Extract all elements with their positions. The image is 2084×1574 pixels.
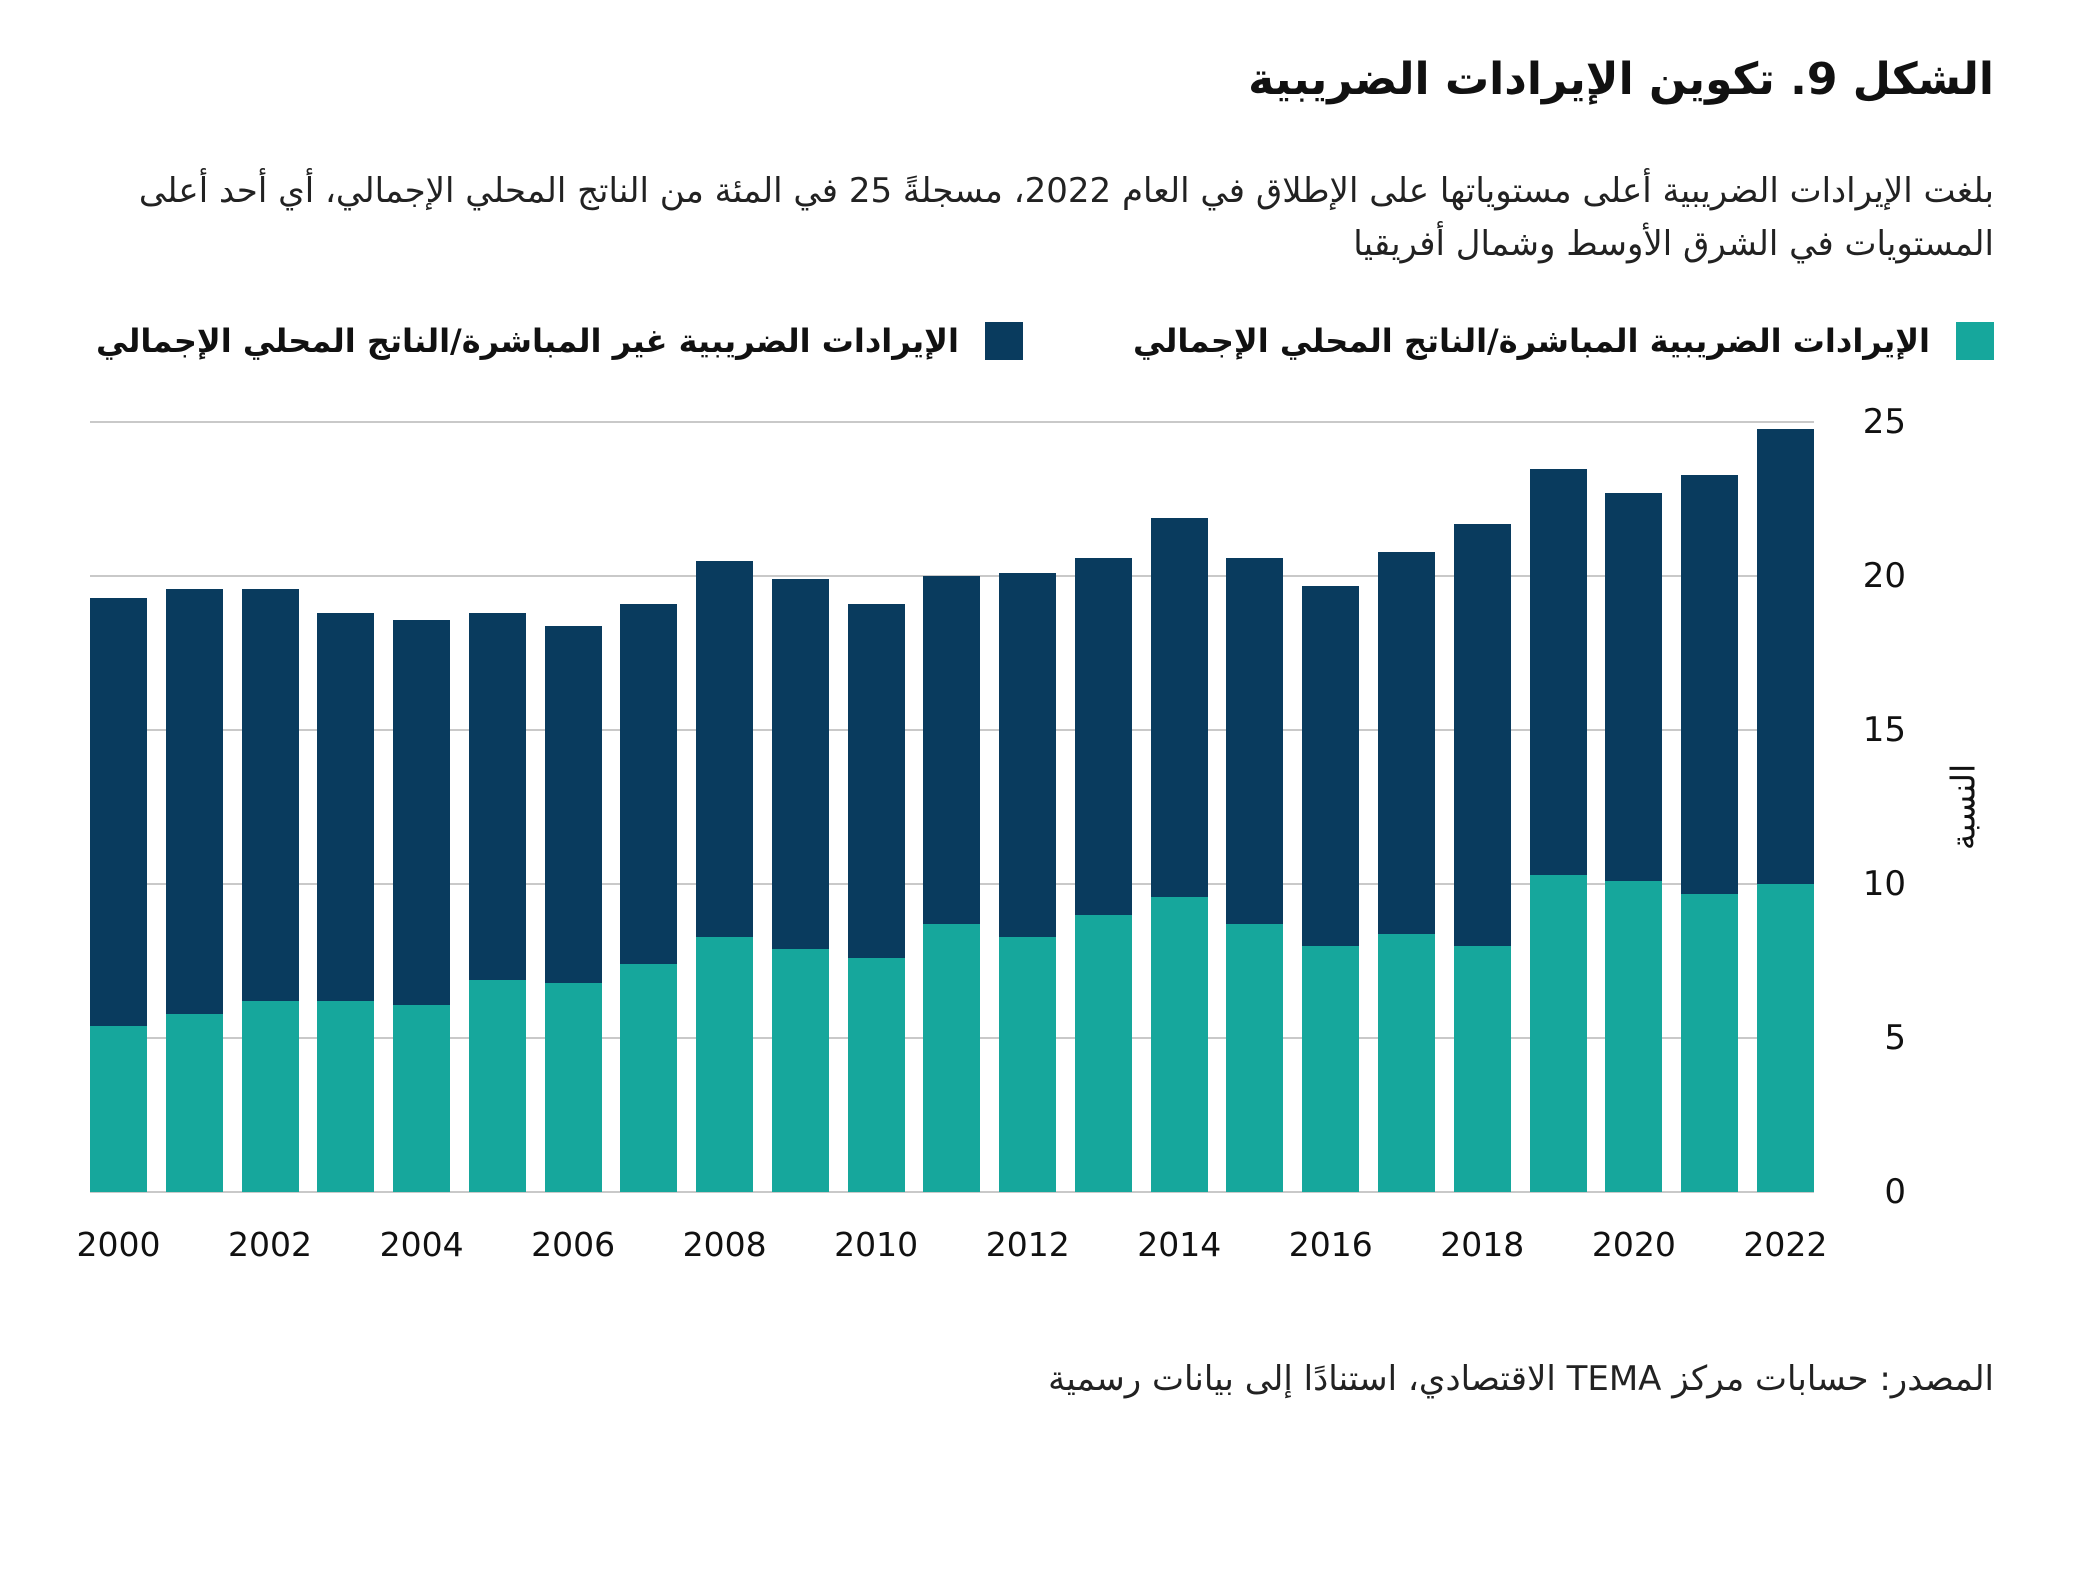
bar-2002-direct-segment	[242, 1001, 299, 1192]
bar-2013	[1075, 558, 1132, 1192]
bar-2000	[90, 598, 147, 1192]
x-tick-label-2020: 2020	[1591, 1225, 1676, 1265]
bar-2010-indirect-segment	[848, 604, 905, 958]
bar-2007-direct-segment	[620, 964, 677, 1192]
bar-2016-indirect-segment	[1302, 586, 1359, 946]
bar-2012-indirect-segment	[999, 573, 1056, 936]
bar-2011	[923, 576, 980, 1192]
bar-2006-indirect-segment	[545, 626, 602, 983]
y-tick-label-5: 5	[1884, 1018, 1906, 1059]
bar-2021-direct-segment	[1681, 894, 1738, 1193]
bar-2006-direct-segment	[545, 983, 602, 1192]
bar-2009	[772, 579, 829, 1192]
bar-2014-indirect-segment	[1151, 518, 1208, 897]
bar-2018-direct-segment	[1454, 946, 1511, 1192]
bar-2019-indirect-segment	[1530, 469, 1587, 876]
bar-2012	[999, 573, 1056, 1192]
x-tick-label-2004: 2004	[379, 1225, 464, 1265]
figure-title: الشكل 9. تكوين الإيرادات الضريبية	[1248, 54, 1994, 105]
bar-2019-direct-segment	[1530, 875, 1587, 1192]
y-axis-title-cell	[1932, 422, 1994, 1192]
plot-area	[90, 422, 1814, 1192]
bar-2016	[1302, 586, 1359, 1193]
source-note: المصدر: حسابات مركز TEMA الاقتصادي، استنادًا إلى بيانات رسمية	[1048, 1359, 1994, 1400]
legend-swatch-direct-icon	[1956, 322, 1994, 360]
bar-2020-indirect-segment	[1605, 493, 1662, 881]
x-tick-label-2008: 2008	[682, 1225, 767, 1265]
bar-2016-direct-segment	[1302, 946, 1359, 1192]
bar-2012-direct-segment	[999, 937, 1056, 1193]
x-tick-label-2002: 2002	[228, 1225, 313, 1265]
legend-item-direct	[1133, 322, 1994, 360]
figure-subtitle: بلغت الإيرادات الضريبية أعلى مستوياتها على الإطلاق في العام 2022، مسجلةً 25 في المئة من الناتج المحلي الإجمالي، أي أحد أعلى المستويات في الشرق الأوسط وشمال أفريقيا	[138, 171, 1994, 264]
bar-2001-direct-segment	[166, 1014, 223, 1193]
bar-2013-direct-segment	[1075, 915, 1132, 1192]
bar-2004-indirect-segment	[393, 620, 450, 1005]
bar-2014-direct-segment	[1151, 897, 1208, 1193]
bar-2000-indirect-segment	[90, 598, 147, 1026]
bar-2005-indirect-segment	[469, 613, 526, 980]
bar-2001	[166, 589, 223, 1193]
bar-2000-direct-segment	[90, 1026, 147, 1192]
bar-2015-direct-segment	[1226, 924, 1283, 1192]
bar-2019	[1530, 469, 1587, 1193]
bar-2015-indirect-segment	[1226, 558, 1283, 925]
bar-2009-indirect-segment	[772, 579, 829, 949]
bar-2008-direct-segment	[696, 937, 753, 1193]
legend-label-indirect: الإيرادات الضريبية غير المباشرة/الناتج المحلي الإجمالي	[95, 322, 959, 361]
x-tick-label-2018: 2018	[1440, 1225, 1525, 1265]
bar-2002	[242, 589, 299, 1193]
x-tick-label-2010: 2010	[834, 1225, 919, 1265]
legend-swatch-indirect-icon	[985, 322, 1023, 360]
y-tick-label-10: 10	[1862, 864, 1906, 905]
bar-2017	[1378, 552, 1435, 1193]
legend-item-indirect	[96, 322, 1023, 360]
legend-label-direct: الإيرادات الضريبية المباشرة/الناتج المحلي الإجمالي	[1132, 322, 1930, 361]
bar-2011-indirect-segment	[923, 576, 980, 924]
y-tick-label-25: 25	[1862, 402, 1906, 443]
x-tick-label-2022: 2022	[1743, 1225, 1828, 1265]
bar-2007-indirect-segment	[620, 604, 677, 964]
x-tick-label-2012: 2012	[985, 1225, 1070, 1265]
x-tick-label-2016: 2016	[1288, 1225, 1373, 1265]
bar-2005-direct-segment	[469, 980, 526, 1193]
bar-2007	[620, 604, 677, 1192]
x-tick-label-2000: 2000	[76, 1225, 161, 1265]
bar-2010	[848, 604, 905, 1192]
bar-2017-direct-segment	[1378, 934, 1435, 1193]
bar-2022	[1757, 429, 1814, 1193]
x-tick-label-2006: 2006	[531, 1225, 616, 1265]
bar-2004-direct-segment	[393, 1005, 450, 1193]
bar-2003	[317, 613, 374, 1192]
bar-2008-indirect-segment	[696, 561, 753, 937]
y-tick-label-15: 15	[1862, 710, 1906, 751]
bar-2004	[393, 620, 450, 1193]
bar-2010-direct-segment	[848, 958, 905, 1192]
bar-2022-indirect-segment	[1757, 429, 1814, 885]
bar-2022-direct-segment	[1757, 884, 1814, 1192]
bar-2003-direct-segment	[317, 1001, 374, 1192]
bar-2003-indirect-segment	[317, 613, 374, 1001]
y-axis-title: النسبة	[1943, 764, 1983, 851]
bar-2020-direct-segment	[1605, 881, 1662, 1192]
bar-2018-indirect-segment	[1454, 524, 1511, 946]
y-tick-label-20: 20	[1862, 556, 1906, 597]
bar-2002-indirect-segment	[242, 589, 299, 1002]
bar-2015	[1226, 558, 1283, 1192]
bar-2009-direct-segment	[772, 949, 829, 1192]
bar-2006	[545, 626, 602, 1193]
bar-2001-indirect-segment	[166, 589, 223, 1014]
y-axis-tick-labels	[1814, 402, 1932, 1213]
bar-2014	[1151, 518, 1208, 1193]
stacked-bar-chart	[76, 402, 1994, 1265]
bar-2018	[1454, 524, 1511, 1192]
bar-2008	[696, 561, 753, 1192]
bar-2017-indirect-segment	[1378, 552, 1435, 934]
y-tick-label-0: 0	[1884, 1172, 1906, 1213]
bar-2021-indirect-segment	[1681, 475, 1738, 894]
x-axis-tick-labels	[76, 1192, 1828, 1265]
legend	[90, 322, 1994, 360]
bar-2020	[1605, 493, 1662, 1192]
x-tick-label-2014: 2014	[1137, 1225, 1222, 1265]
bar-2013-indirect-segment	[1075, 558, 1132, 915]
bars-container	[90, 422, 1814, 1192]
bar-2005	[469, 613, 526, 1192]
bar-2021	[1681, 475, 1738, 1193]
bar-2011-direct-segment	[923, 924, 980, 1192]
